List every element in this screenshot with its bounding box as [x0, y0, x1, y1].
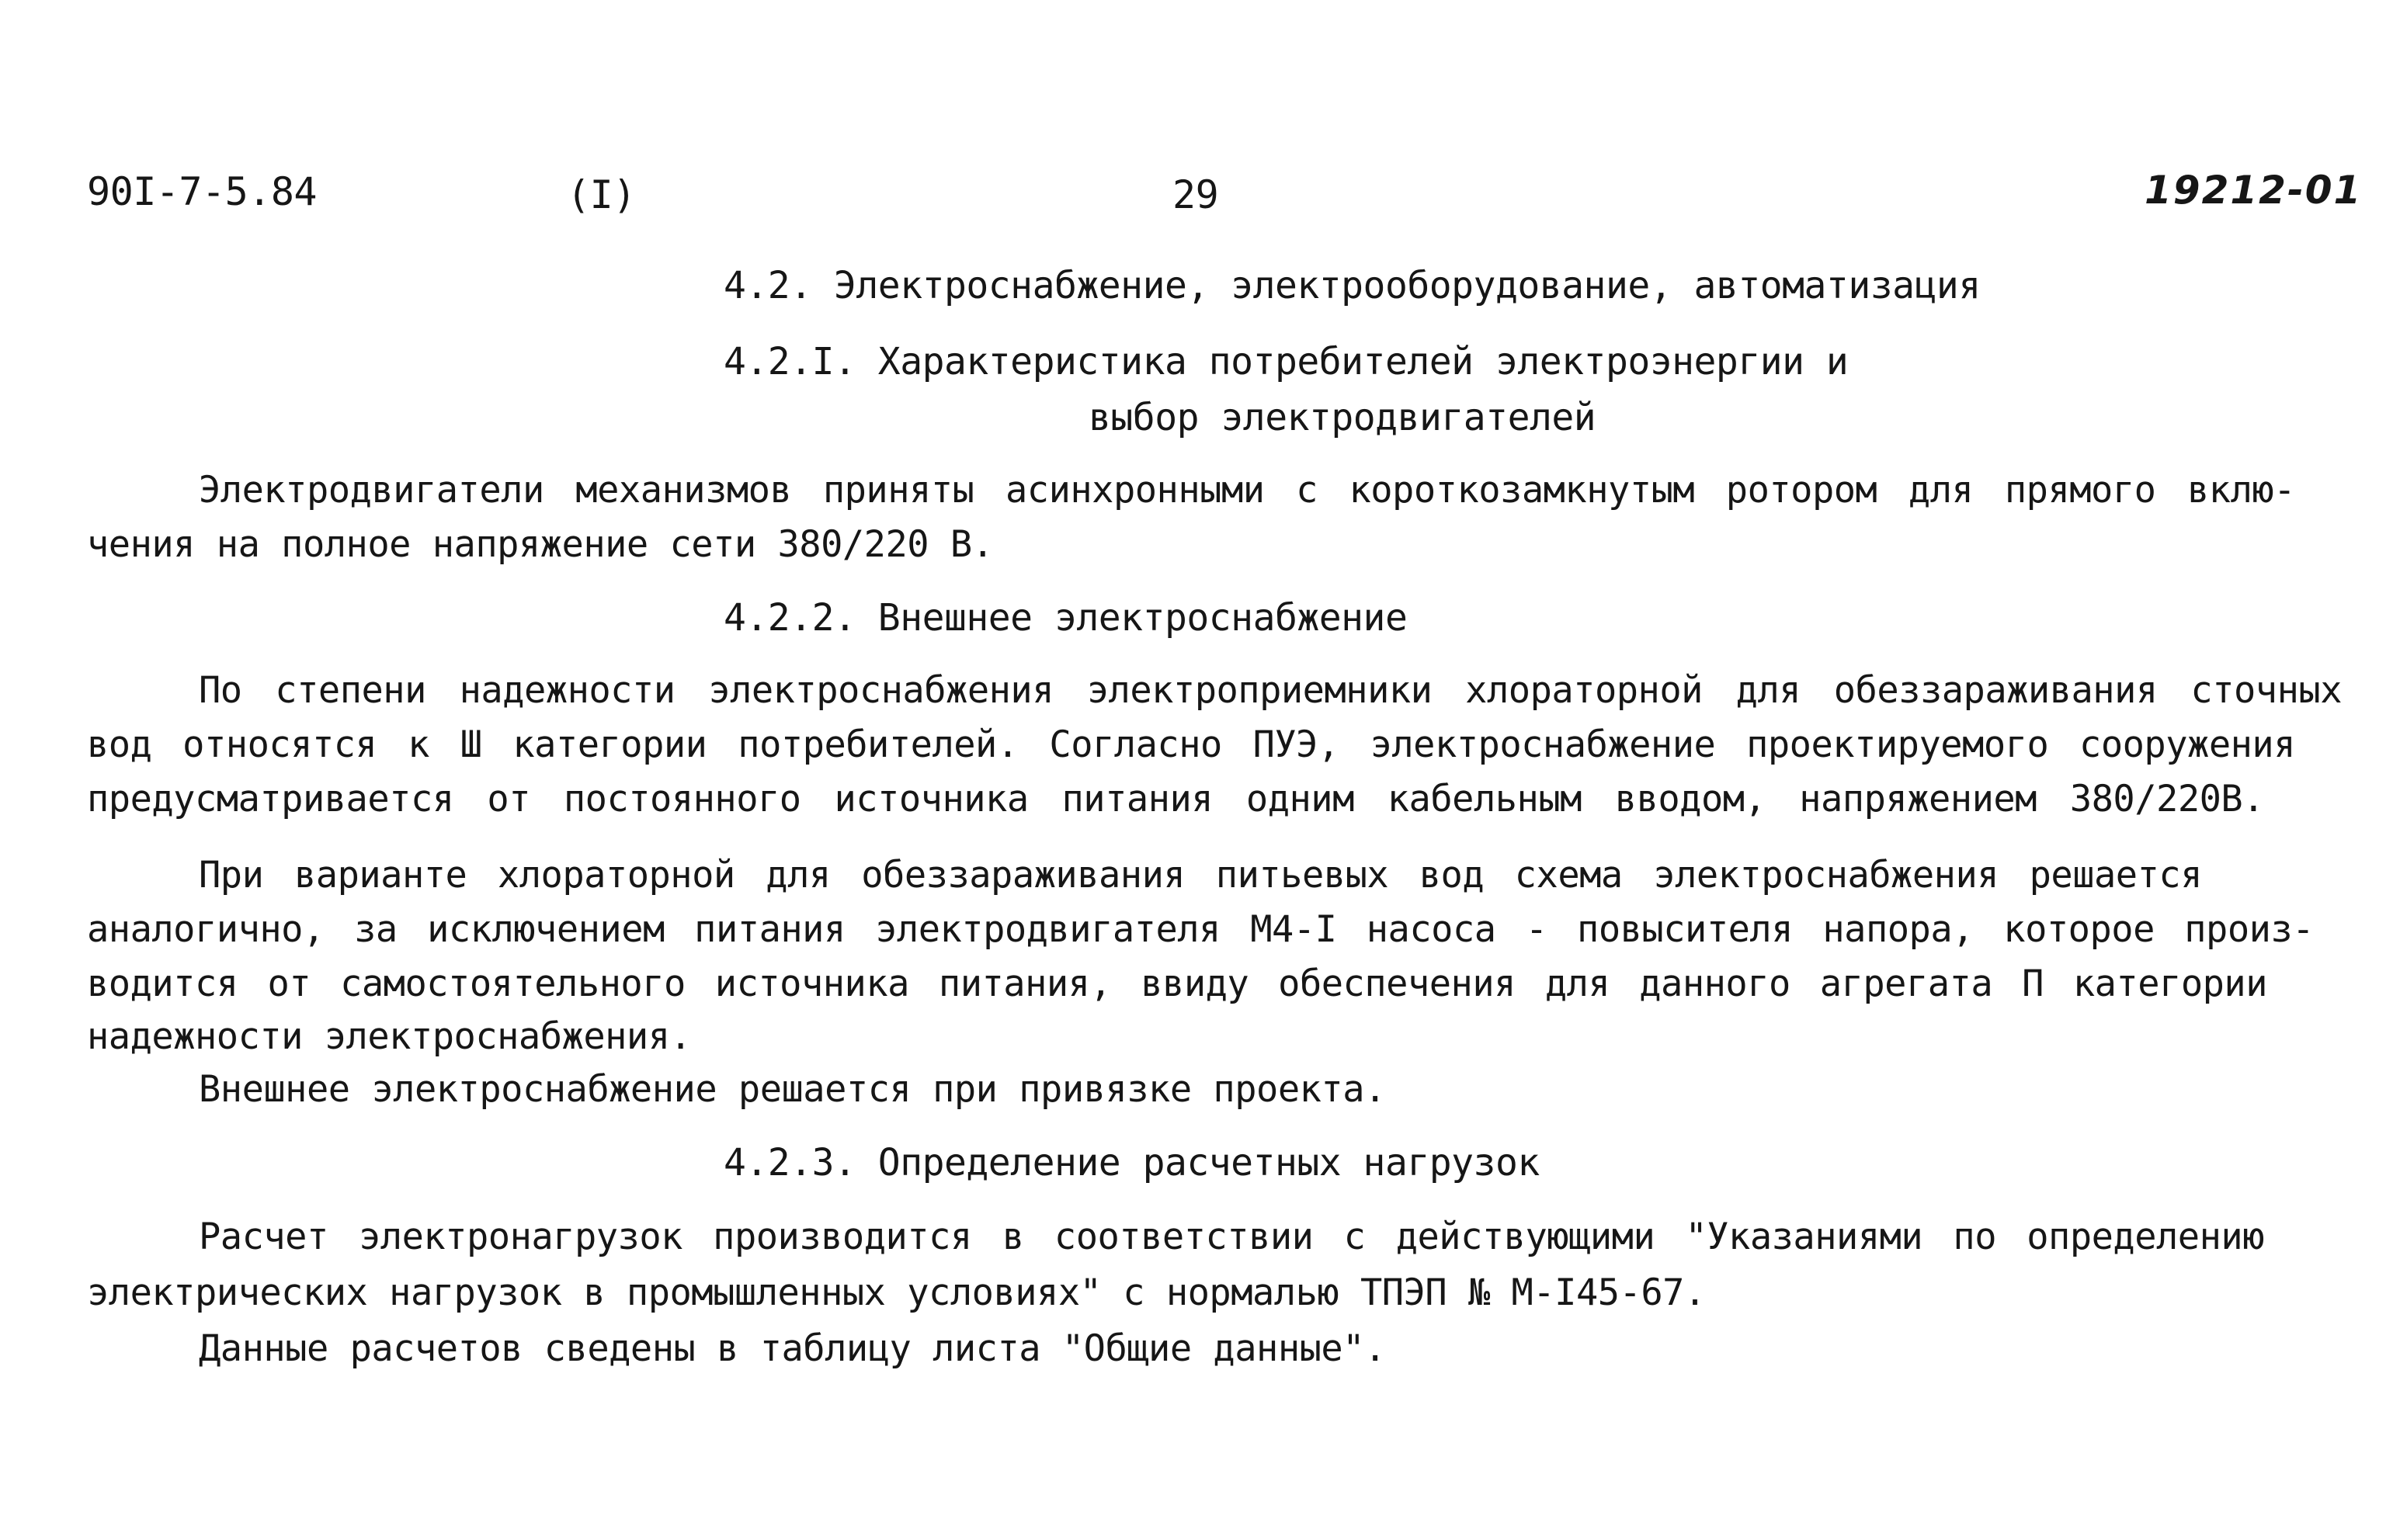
paragraph-line: Расчет электронагрузок производится в соответствии с действующими "Указаниями по определению — [199, 1216, 2264, 1258]
section-4-2-1-title-line2: выбор электродвигателей — [1089, 396, 1596, 439]
paragraph-line: Электродвигатели механизмов приняты асинхронными с короткозамкнутым ротором для прямого вклю- — [199, 469, 2295, 512]
handwritten-stamp: 19212-01 — [2145, 168, 2363, 213]
paragraph-line: аналогично, за исключением питания электродвигателя М4-I насоса - повысителя напора, которое произ- — [87, 908, 2314, 951]
paragraph-line: Внешнее электроснабжение решается при привязке проекта. — [199, 1068, 1386, 1111]
page-number: 29 — [1172, 172, 1219, 217]
section-4-2-title: 4.2. Электроснабжение, электрооборудование, автоматизация — [724, 264, 1981, 307]
paragraph-line: электрических нагрузок в промышленных условиях" с нормалью ТПЭП № М-I45-67. — [87, 1271, 1706, 1314]
section-4-2-1-title-line1: 4.2.I. Характеристика потребителей электроэнергии и — [724, 340, 1849, 383]
paragraph-line: надежности электроснабжения. — [87, 1015, 692, 1058]
paragraph-line: чения на полное напряжение сети 380/220 В. — [87, 523, 994, 566]
paragraph-line: водится от самостоятельного источника питания, ввиду обеспечения для данного агрегата П категории — [87, 962, 2267, 1005]
paragraph-line: Данные расчетов сведены в таблицу листа "Общие данные". — [199, 1327, 1386, 1370]
section-4-2-2-title: 4.2.2. Внешнее электроснабжение — [724, 596, 1408, 640]
paragraph-line: По степени надежности электроснабжения электроприемники хлораторной для обеззараживания сточных — [199, 669, 2342, 712]
doc-code: 90I-7-5.84 — [87, 169, 318, 214]
paragraph-line: предусматривается от постоянного источника питания одним кабельным вводом, напряжением 380/220В. — [87, 778, 2264, 820]
part-number: (I) — [567, 172, 636, 217]
paragraph-line: При варианте хлораторной для обеззараживания питьевых вод схема электроснабжения решается — [199, 854, 2202, 897]
section-4-2-3-title: 4.2.3. Определение расчетных нагрузок — [724, 1141, 1540, 1184]
paragraph-line: вод относятся к Ш категории потребителей. Согласно ПУЭ, электроснабжение проектируемого сооружения — [87, 723, 2295, 766]
